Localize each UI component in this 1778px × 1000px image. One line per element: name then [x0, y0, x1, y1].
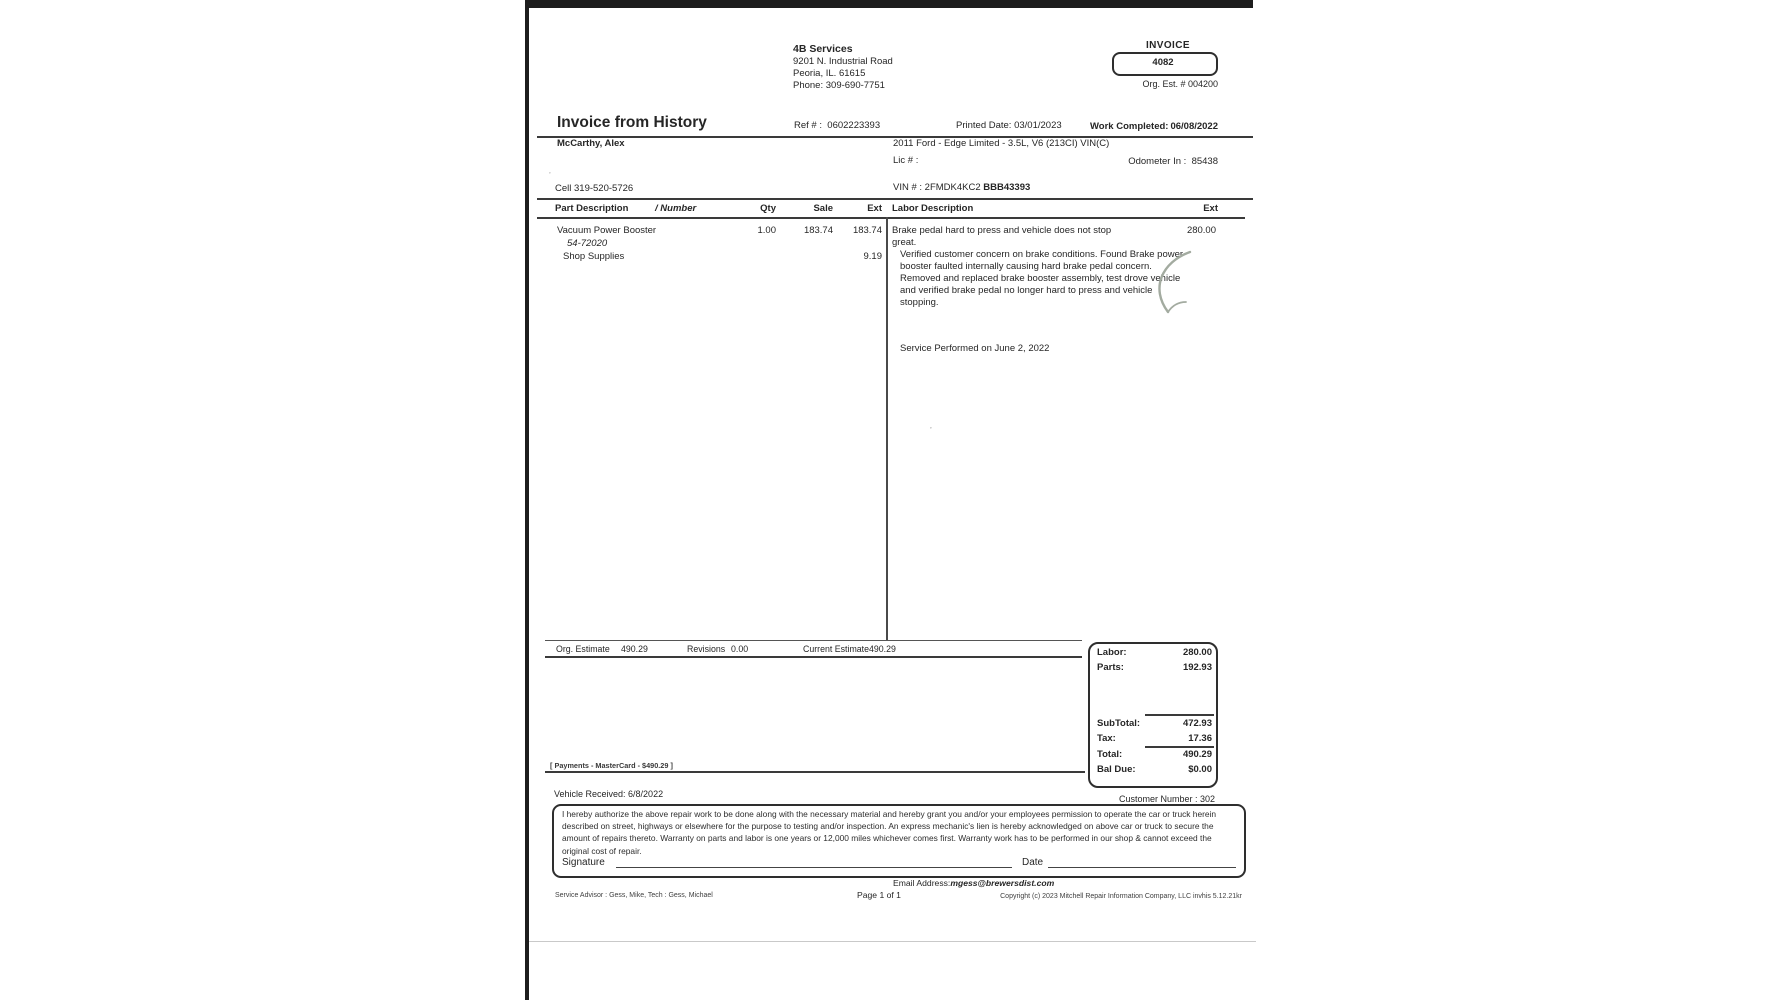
printed-date: Printed Date: 03/01/2023: [956, 120, 1062, 131]
labor-line: Brake pedal hard to press and vehicle does not stop: [892, 225, 1112, 236]
part-row-description: Shop Supplies: [563, 251, 625, 262]
vin-label: VIN # : 2FMDK4KC2: [893, 182, 981, 193]
signature-line: [616, 866, 1012, 868]
service-advisor-line: Service Advisor : Gess, Mike, Tech : Gess, Michael: [555, 892, 713, 899]
part-row-sale: 183.74: [803, 225, 833, 236]
ref-label: Ref # :: [794, 120, 822, 131]
vin-row-divider: [537, 198, 1253, 200]
payments-divider: [545, 771, 1085, 773]
subtotal-divider: [1145, 714, 1214, 716]
org-est-number: Org. Est. # 004200: [1142, 79, 1218, 89]
company-phone: Phone: 309-690-7751: [793, 80, 885, 91]
total-divider: [1145, 746, 1214, 748]
customer-cell: Cell 319-520-5726: [555, 183, 634, 194]
scan-speck: ’: [930, 426, 932, 435]
totals-parts-label: Parts:: [1097, 662, 1124, 673]
totals-total-value: 490.29: [1182, 749, 1212, 760]
scan-top-edge: [527, 0, 1253, 8]
part-row-ext: 9.19: [863, 251, 882, 262]
date-label: Date: [1022, 857, 1044, 868]
org-estimate-value: 490.29: [621, 644, 648, 654]
col-labor-ext: Ext: [1203, 203, 1218, 214]
labor-detail-line: and verified brake pedal no longer hard to press and vehicle: [900, 285, 1153, 296]
col-labor-description: Labor Description: [892, 203, 974, 214]
labor-detail-line: Verified customer concern on brake conditions. Found Brake power: [900, 249, 1184, 260]
email-address: [893, 879, 1054, 888]
authorization-text: I hereby authorize the above repair work to be done along with the necessary material and hereby grant you and/or your employees permission to operate the car or truck herein described on street, highways or elsewhere for the purpose to testing and/or inspection. An express mechanic's lien is hereby acknowledged on above car or truck to secure the amount of repairs thereto. Warranty on parts and labor is one years or 12,000 miles whichever comes first. Warranty work has to be performed in our shop & cannot exceed the original cost of repair.: [562, 809, 1217, 856]
ref-value: 0602223393: [827, 120, 881, 131]
odometer-label: Odometer In :: [1128, 156, 1187, 167]
col-sale: Sale: [813, 203, 833, 214]
totals-total-label: Total:: [1097, 749, 1123, 760]
company-address-line1: 9201 N. Industrial Road: [793, 56, 893, 67]
totals-baldue-label: Bal Due:: [1097, 764, 1136, 775]
customer-number: Customer Number : 302: [1118, 794, 1215, 804]
totals-baldue-value: $0.00: [1188, 764, 1212, 775]
estimate-top-divider: [545, 640, 1082, 641]
company-name: 4B Services: [793, 43, 853, 55]
payments-note: [ Payments - MasterCard - $490.29 ]: [550, 761, 673, 770]
email-label: Email Address:: [893, 878, 951, 888]
totals-subtotal-value: 472.93: [1182, 718, 1212, 729]
current-estimate-label: Current Estimate: [803, 644, 869, 654]
labor-detail-line: booster faulted internally causing hard brake pedal concern.: [900, 261, 1152, 272]
labor-line: great.: [892, 237, 917, 248]
col-qty: Qty: [760, 203, 776, 214]
totals-labor-value: 280.00: [1182, 647, 1212, 658]
email-value: mgess@brewersdist.com: [950, 878, 1055, 888]
col-ext: Ext: [867, 203, 882, 214]
invoice-number: 4082: [1152, 57, 1174, 68]
estimate-bottom-divider: [545, 656, 1082, 658]
scan-speck: ’: [549, 171, 551, 180]
company-address-line2: Peoria, IL. 61615: [793, 68, 866, 79]
odometer-value: 85438: [1191, 156, 1218, 167]
page-title: Invoice from History: [557, 114, 707, 131]
odometer-in: [1128, 157, 1218, 167]
work-completed-label: Work Completed:: [1090, 121, 1169, 132]
signature-label: Signature: [562, 857, 605, 868]
labor-detail-line: stopping.: [900, 297, 939, 308]
copyright-line: Copyright (c) 2023 Mitchell Repair Information Company, LLC invhis 5.12.21kr: [1000, 893, 1242, 900]
org-estimate-label: Org. Estimate: [556, 644, 610, 654]
part-row-ext: 183.74: [852, 225, 882, 236]
ref-number: [794, 121, 880, 131]
invoice-label: INVOICE: [1146, 40, 1190, 51]
page-number: Page 1 of 1: [857, 890, 901, 900]
labor-detail-line: Removed and replaced brake booster assembly, test drove vehicle: [900, 273, 1181, 284]
customer-name: McCarthy, Alex: [557, 138, 625, 149]
table-header-divider: [537, 217, 1245, 219]
vin-value-bold: BBB43393: [983, 182, 1031, 193]
scan-left-edge: [525, 0, 529, 1000]
part-row-qty: 1.00: [757, 225, 776, 236]
col-part-number: / Number: [655, 203, 697, 214]
revisions-value: 0.00: [731, 644, 749, 654]
license-label: Lic # :: [893, 155, 919, 166]
current-estimate-value: 490.29: [869, 644, 896, 654]
work-completed-value: 06/08/2022: [1170, 121, 1218, 132]
col-part-description: Part Description: [555, 203, 629, 214]
totals-tax-value: 17.36: [1188, 733, 1212, 744]
part-row-number: 54-72020: [567, 238, 608, 249]
totals-subtotal-label: SubTotal:: [1097, 718, 1141, 729]
part-row-description: Vacuum Power Booster: [557, 225, 657, 236]
totals-parts-value: 192.93: [1182, 662, 1212, 673]
revisions-label: Revisions: [687, 644, 726, 654]
vin-number: [893, 183, 1030, 193]
vehicle-received: Vehicle Received: 6/8/2022: [554, 789, 664, 799]
totals-labor-label: Labor:: [1097, 647, 1127, 658]
service-performed-note: Service Performed on June 2, 2022: [900, 343, 1050, 354]
totals-tax-label: Tax:: [1097, 733, 1116, 744]
labor-ext-value: 280.00: [1186, 225, 1216, 236]
page-bottom-edge: [529, 941, 1256, 942]
parts-labor-divider: [886, 217, 888, 641]
date-line: [1048, 866, 1236, 868]
vehicle-description: 2011 Ford - Edge Limited - 3.5L, V6 (213CI) VIN(C): [893, 138, 1110, 149]
